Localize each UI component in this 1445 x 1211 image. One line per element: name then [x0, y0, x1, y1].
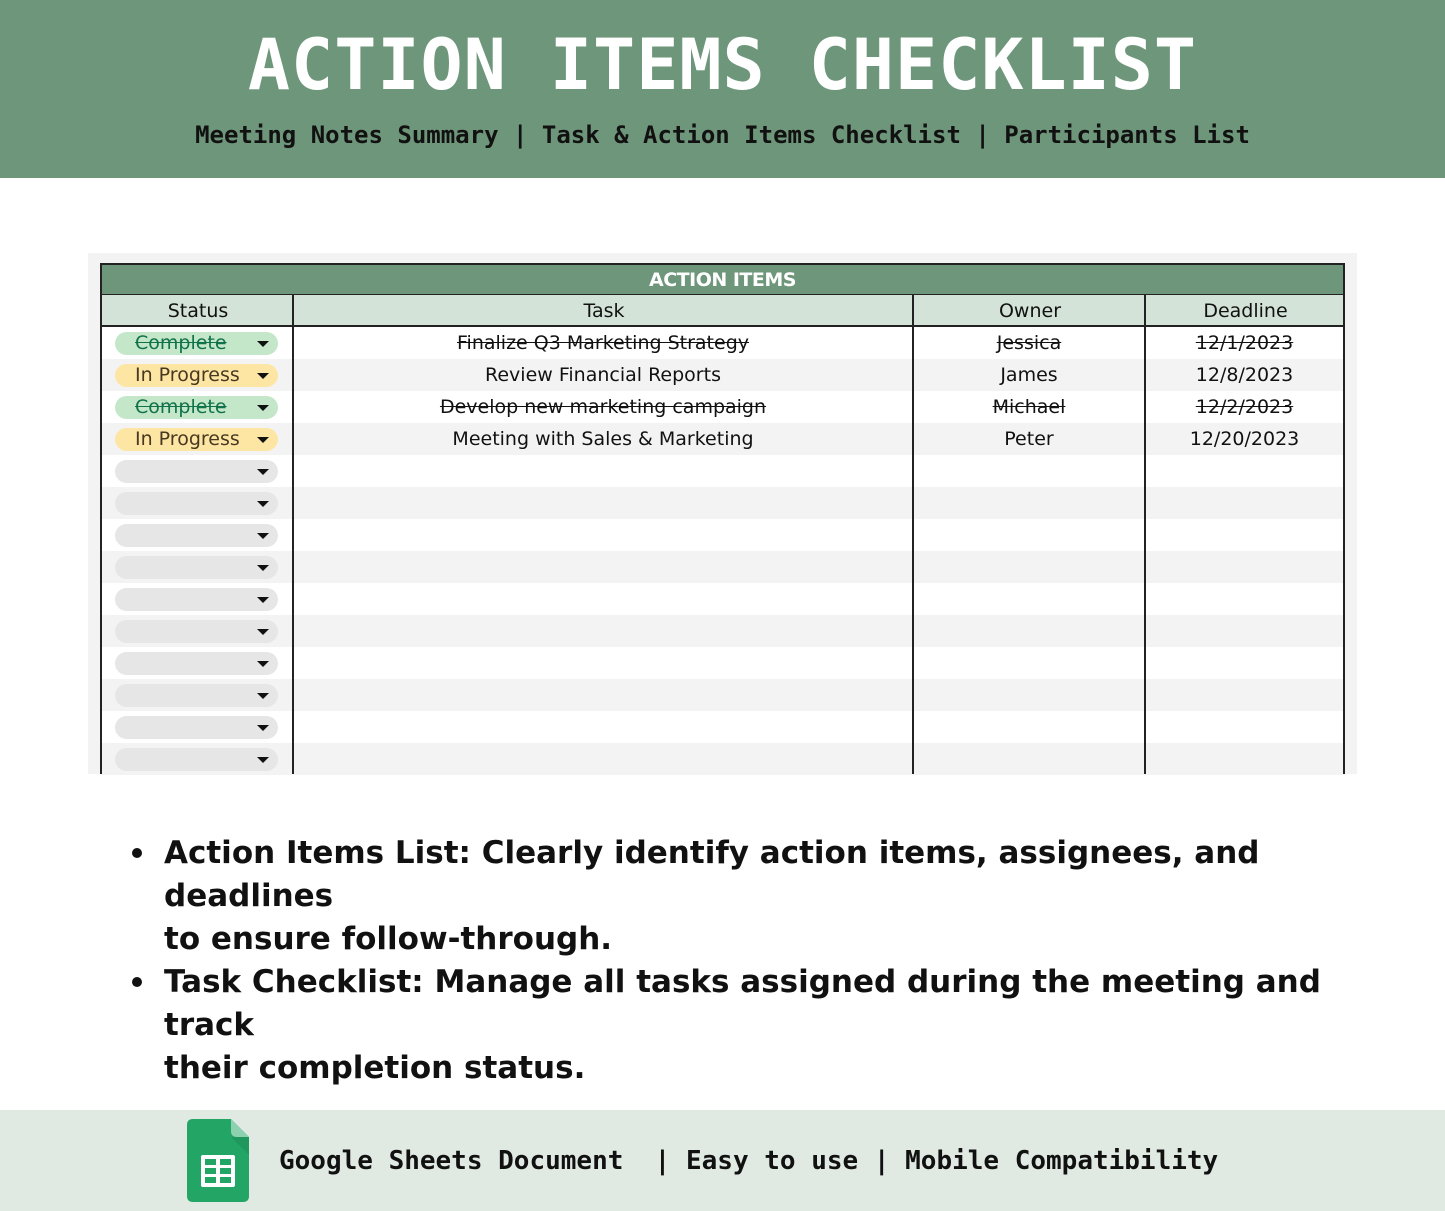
- table-row: [100, 519, 1345, 551]
- deadline-cell[interactable]: [1146, 615, 1343, 647]
- status-dropdown[interactable]: [115, 332, 278, 355]
- feature-text-line: their completion status.: [164, 1050, 586, 1086]
- deadline-cell[interactable]: [1146, 647, 1343, 679]
- dropdown-arrow-icon[interactable]: [257, 373, 269, 379]
- feature-text-line: Action Items List: Clearly identify action items, assignees, and deadlines: [164, 835, 1260, 914]
- task-cell[interactable]: [294, 615, 912, 647]
- owner-cell[interactable]: [914, 743, 1144, 775]
- dropdown-arrow-icon[interactable]: [257, 341, 269, 347]
- task-cell[interactable]: [294, 647, 912, 679]
- status-dropdown[interactable]: [115, 748, 278, 771]
- status-cell: [100, 519, 292, 551]
- feature-item: [164, 832, 1334, 961]
- owner-cell[interactable]: [914, 647, 1144, 679]
- task-cell[interactable]: [294, 583, 912, 615]
- owner-cell[interactable]: [914, 519, 1144, 551]
- status-cell: [100, 583, 292, 615]
- status-cell: [100, 359, 292, 391]
- dropdown-arrow-icon[interactable]: [257, 725, 269, 731]
- column-header-status: Status: [167, 300, 229, 322]
- dropdown-arrow-icon[interactable]: [257, 629, 269, 635]
- deadline-cell[interactable]: [1146, 679, 1343, 711]
- task-cell[interactable]: Finalize Q3 Marketing Strategy: [457, 332, 749, 354]
- status-dropdown[interactable]: [115, 492, 278, 515]
- owner-cell[interactable]: Jessica: [996, 332, 1062, 354]
- page-subtitle: Meeting Notes Summary | Task & Action Items Checklist | Participants List: [195, 121, 1250, 149]
- task-cell[interactable]: Develop new marketing campaign: [439, 396, 767, 418]
- bullet-icon: [132, 848, 142, 858]
- feature-text-line: Task Checklist: Manage all tasks assigned during the meeting and track: [164, 964, 1321, 1043]
- status-cell: [100, 551, 292, 583]
- grid-line: [100, 295, 102, 774]
- table-row: [100, 583, 1345, 615]
- action-items-table: [100, 263, 1345, 774]
- task-cell[interactable]: [294, 743, 912, 775]
- table-row: [100, 487, 1345, 519]
- column-header-owner: Owner: [998, 300, 1062, 322]
- status-label: In Progress: [135, 428, 240, 450]
- table-row: [100, 615, 1345, 647]
- deadline-cell[interactable]: 12/8/2023: [1195, 364, 1294, 386]
- deadline-cell[interactable]: [1146, 519, 1343, 551]
- status-dropdown[interactable]: [115, 524, 278, 547]
- deadline-cell[interactable]: 12/20/2023: [1189, 428, 1300, 450]
- table-row: [100, 391, 1345, 423]
- footer-text: Google Sheets Document | Easy to use | Mobile Compatibility: [279, 1146, 1219, 1176]
- task-cell[interactable]: [294, 519, 912, 551]
- table-row: [100, 711, 1345, 743]
- table-row: [100, 327, 1345, 359]
- status-dropdown[interactable]: [115, 588, 278, 611]
- feature-text-line: to ensure follow-through.: [164, 921, 613, 957]
- dropdown-arrow-icon[interactable]: [257, 693, 269, 699]
- status-cell: [100, 487, 292, 519]
- status-cell: [100, 327, 292, 359]
- table-row: [100, 359, 1345, 391]
- header-banner: [0, 0, 1445, 178]
- dropdown-arrow-icon[interactable]: [257, 501, 269, 507]
- status-dropdown[interactable]: [115, 396, 278, 419]
- feature-item: [164, 961, 1334, 1090]
- dropdown-arrow-icon[interactable]: [257, 437, 269, 443]
- owner-cell[interactable]: James: [1000, 364, 1058, 386]
- dropdown-arrow-icon[interactable]: [257, 533, 269, 539]
- status-label: Complete: [135, 396, 227, 418]
- dropdown-arrow-icon[interactable]: [257, 405, 269, 411]
- grid-line: [292, 295, 294, 774]
- bullet-icon: [132, 977, 142, 987]
- status-dropdown[interactable]: [115, 428, 278, 451]
- deadline-cell[interactable]: [1146, 487, 1343, 519]
- dropdown-arrow-icon[interactable]: [257, 661, 269, 667]
- task-cell[interactable]: [294, 551, 912, 583]
- deadline-cell[interactable]: 12/1/2023: [1195, 332, 1294, 354]
- status-dropdown[interactable]: [115, 556, 278, 579]
- task-cell[interactable]: Meeting with Sales & Marketing: [452, 428, 754, 450]
- grid-line: [912, 295, 914, 774]
- column-header-deadline: Deadline: [1203, 300, 1288, 322]
- status-cell: [100, 679, 292, 711]
- owner-cell[interactable]: [914, 487, 1144, 519]
- column-header-row: [100, 295, 1345, 327]
- owner-cell[interactable]: Peter: [1004, 428, 1054, 450]
- status-cell: [100, 647, 292, 679]
- status-dropdown[interactable]: [115, 684, 278, 707]
- dropdown-arrow-icon[interactable]: [257, 565, 269, 571]
- dropdown-arrow-icon[interactable]: [257, 597, 269, 603]
- google-sheets-icon: [187, 1119, 249, 1202]
- owner-cell[interactable]: [914, 711, 1144, 743]
- owner-cell[interactable]: [914, 679, 1144, 711]
- status-dropdown[interactable]: [115, 652, 278, 675]
- status-label: In Progress: [135, 364, 240, 386]
- grid-line: [1343, 295, 1345, 774]
- status-cell: [100, 711, 292, 743]
- status-dropdown[interactable]: [115, 460, 278, 483]
- table-row: [100, 423, 1345, 455]
- table-row: [100, 551, 1345, 583]
- owner-cell[interactable]: [914, 615, 1144, 647]
- status-cell: [100, 615, 292, 647]
- task-cell[interactable]: [294, 487, 912, 519]
- status-cell: [100, 391, 292, 423]
- status-cell: [100, 743, 292, 775]
- deadline-cell[interactable]: [1146, 743, 1343, 775]
- deadline-cell[interactable]: [1146, 711, 1343, 743]
- owner-cell[interactable]: [914, 583, 1144, 615]
- table-title: ACTION ITEMS: [100, 263, 1345, 295]
- table-row: [100, 679, 1345, 711]
- page-title: ACTION ITEMS CHECKLIST: [247, 24, 1198, 106]
- table-row: [100, 743, 1345, 775]
- grid-line: [1144, 295, 1146, 774]
- status-cell: [100, 455, 292, 487]
- owner-cell[interactable]: Michael: [992, 396, 1066, 418]
- deadline-cell[interactable]: [1146, 583, 1343, 615]
- status-label: Complete: [135, 332, 227, 354]
- task-cell[interactable]: [294, 711, 912, 743]
- table-body: [100, 327, 1345, 774]
- deadline-cell[interactable]: [1146, 551, 1343, 583]
- footer-bar: [0, 1110, 1445, 1211]
- task-cell[interactable]: [294, 455, 912, 487]
- column-header-task: Task: [583, 300, 625, 322]
- dropdown-arrow-icon[interactable]: [257, 469, 269, 475]
- task-cell[interactable]: Review Financial Reports: [485, 364, 721, 386]
- dropdown-arrow-icon[interactable]: [257, 757, 269, 763]
- deadline-cell[interactable]: 12/2/2023: [1195, 396, 1294, 418]
- status-dropdown[interactable]: [115, 620, 278, 643]
- status-cell: [100, 423, 292, 455]
- status-dropdown[interactable]: [115, 364, 278, 387]
- task-cell[interactable]: [294, 679, 912, 711]
- spreadsheet-panel: [88, 253, 1357, 774]
- deadline-cell[interactable]: [1146, 455, 1343, 487]
- owner-cell[interactable]: [914, 455, 1144, 487]
- table-row: [100, 647, 1345, 679]
- table-row: [100, 455, 1345, 487]
- owner-cell[interactable]: [914, 551, 1144, 583]
- status-dropdown[interactable]: [115, 716, 278, 739]
